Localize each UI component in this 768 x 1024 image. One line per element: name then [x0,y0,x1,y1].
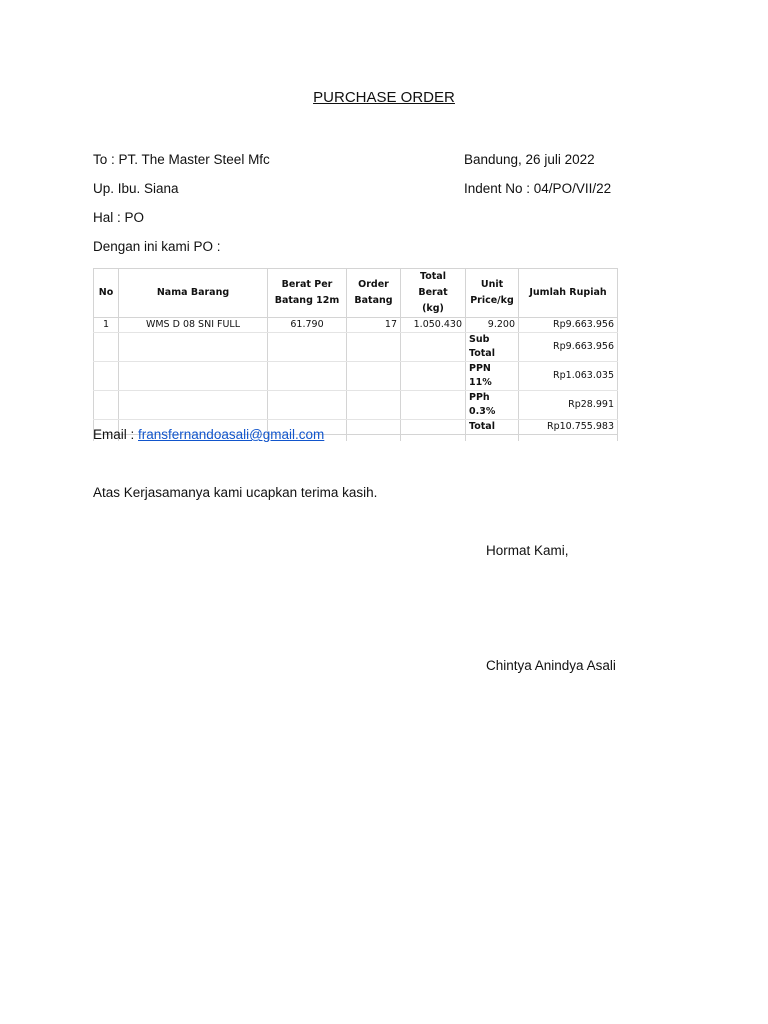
summary-label: PPN 11% [466,362,519,391]
summary-value: Rp28.991 [519,391,618,420]
document-title [0,89,768,106]
intro-text: Dengan ini kami PO : [93,239,221,254]
summary-value: Rp9.663.956 [519,333,618,362]
place-date: Bandung, 26 juli 2022 [464,152,595,167]
order-table [93,268,618,441]
regards-text: Hormat Kami, [486,543,569,558]
document-title-text: PURCHASE ORDER [313,89,455,106]
header-weight-per-bar: Berat Per Batang 12m [268,269,347,318]
email-label: Email : [93,427,139,442]
cell-no: 1 [94,318,119,333]
cell-total-weight: 1.050.430 [401,318,466,333]
cell-weight-per-bar: 61.790 [268,318,347,333]
cell-item: WMS D 08 SNI FULL [119,318,268,333]
thanks-text: Atas Kerjasamanya kami ucapkan terima kasih. [93,485,378,500]
summary-value: Rp10.755.983 [519,420,618,435]
signatory-name: Chintya Anindya Asali [486,658,616,673]
table-header-row [94,269,618,318]
summary-label: Total [466,420,519,435]
summary-row-ppn [94,362,618,391]
cell-amount: Rp9.663.956 [519,318,618,333]
header-no: No [94,269,119,318]
summary-value: Rp1.063.035 [519,362,618,391]
subject: Hal : PO [93,210,145,225]
table-row [94,318,618,333]
summary-label: Sub Total [466,333,519,362]
header-item: Nama Barang [119,269,268,318]
attention: Up. Ibu. Siana [93,181,179,196]
recipient: To : PT. The Master Steel Mfc [93,152,270,167]
header-total-weight: Total Berat (kg) [401,269,466,318]
email-line [93,427,324,442]
email-link[interactable]: fransfernandoasali@gmail.com [138,427,325,442]
header-order: Order Batang [347,269,401,318]
summary-row-subtotal [94,333,618,362]
summary-row-pph [94,391,618,420]
header-amount: Jumlah Rupiah [519,269,618,318]
header-unit-price: Unit Price/kg [466,269,519,318]
cell-unit-price: 9.200 [466,318,519,333]
indent-number: Indent No : 04/PO/VII/22 [464,181,612,196]
cell-order-qty: 17 [347,318,401,333]
summary-label: PPh 0.3% [466,391,519,420]
